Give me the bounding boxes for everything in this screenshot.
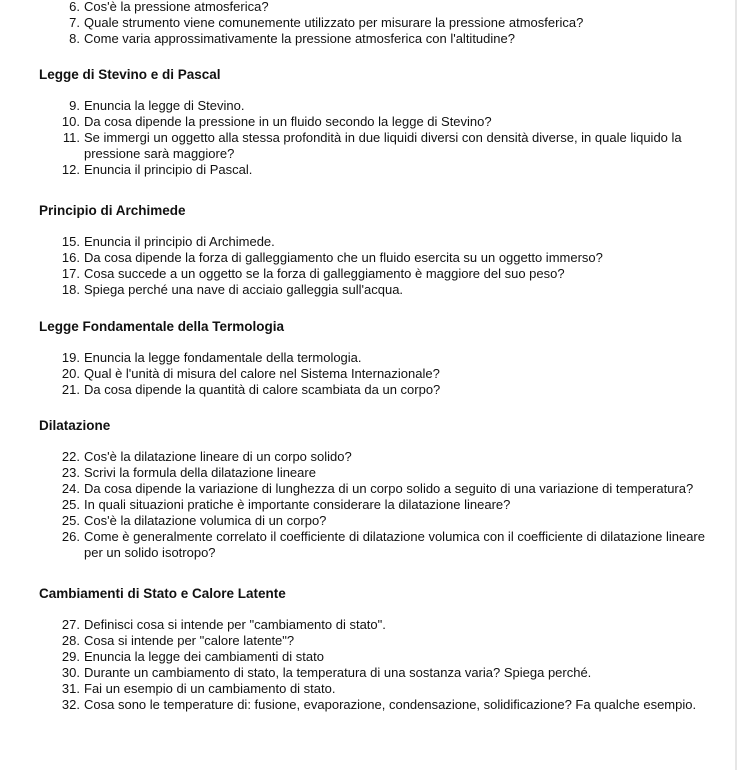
- question-number: 30.: [61, 665, 80, 680]
- question-text: Enuncia il principio di Archimede.: [84, 234, 275, 249]
- section-heading: Legge Fondamentale della Termologia: [39, 319, 285, 334]
- list-item: [0, 282, 737, 298]
- list-item: [0, 465, 737, 481]
- question-number: 16.: [61, 250, 80, 265]
- question-number: 8.: [69, 31, 80, 46]
- section-heading: Cambiamenti di Stato e Calore Latente: [39, 586, 286, 601]
- question-text: In quali situazioni pratiche è importante considerare la dilatazione lineare?: [84, 497, 511, 512]
- question-number: 26.: [61, 529, 80, 544]
- question-text: Quale strumento viene comunemente utilizzato per misurare la pressione atmosferica?: [84, 15, 584, 30]
- question-number: 10.: [61, 114, 80, 129]
- list-item: [0, 382, 737, 398]
- list-item: [0, 449, 737, 465]
- list-item: [0, 649, 737, 665]
- question-number: 20.: [61, 366, 80, 381]
- list-item: [0, 162, 737, 178]
- question-number: 22.: [61, 449, 80, 464]
- list-item: [0, 529, 737, 561]
- question-number: 11.: [62, 130, 80, 145]
- question-number: 29.: [61, 649, 80, 664]
- question-text: Cosa sono le temperature di: fusione, evaporazione, condensazione, solidificazione? Fa qualche esempio.: [84, 697, 697, 712]
- question-number: 23.: [61, 465, 80, 480]
- question-text: Da cosa dipende la pressione in un fluido secondo la legge di Stevino?: [84, 114, 492, 129]
- question-list: [0, 98, 737, 178]
- question-list: [0, 234, 737, 298]
- list-item: [0, 15, 737, 31]
- list-item: [0, 366, 737, 382]
- list-item: [0, 31, 737, 47]
- question-number: 19.: [61, 350, 80, 365]
- question-number: 32.: [61, 697, 80, 712]
- question-number: 28.: [61, 633, 80, 648]
- question-list: [0, 617, 737, 713]
- question-text: Enuncia la legge dei cambiamenti di stato: [84, 649, 324, 664]
- section-heading: Dilatazione: [39, 418, 111, 433]
- question-text: Scrivi la formula della dilatazione lineare: [84, 465, 316, 480]
- question-number: 18.: [61, 282, 80, 297]
- question-number: 12.: [61, 162, 80, 177]
- question-list: [0, 449, 737, 561]
- question-number: 9.: [69, 98, 80, 113]
- list-item: [0, 497, 737, 513]
- question-text: Come varia approssimativamente la pressione atmosferica con l'altitudine?: [84, 31, 515, 46]
- question-number: 15.: [61, 234, 80, 249]
- question-list: [0, 350, 737, 398]
- list-item: [0, 234, 737, 250]
- section-heading: Principio di Archimede: [39, 203, 186, 218]
- list-item: [0, 250, 737, 266]
- question-number: 25.: [61, 513, 80, 528]
- question-list: [0, 0, 737, 47]
- list-item: [0, 513, 737, 529]
- question-text: Durante un cambiamento di stato, la temperatura di una sostanza varia? Spiega perché.: [84, 665, 592, 680]
- question-text: Cosa si intende per "calore latente"?: [84, 633, 295, 648]
- question-text: Fai un esempio di un cambiamento di stato.: [84, 681, 336, 696]
- question-text: Da cosa dipende la forza di galleggiamento che un fluido esercita su un oggetto immerso?: [84, 250, 603, 265]
- question-text: Cos'è la dilatazione volumica di un corpo?: [84, 513, 327, 528]
- question-text: Da cosa dipende la variazione di lunghezza di un corpo solido a seguito di una variazione di temperatura?: [84, 481, 694, 496]
- list-item: [0, 665, 737, 681]
- question-text: Enuncia la legge fondamentale della termologia.: [84, 350, 362, 365]
- question-text: Cosa succede a un oggetto se la forza di galleggiamento è maggiore del suo peso?: [84, 266, 565, 281]
- question-number: 24.: [61, 481, 80, 496]
- question-number: 27.: [61, 617, 80, 632]
- question-text: Se immergi un oggetto alla stessa profondità in due liquidi diversi con densità diverse, in quale liquido la pressione sarà maggiore?: [84, 130, 682, 161]
- question-text: Cos'è la pressione atmosferica?: [84, 0, 269, 14]
- question-text: Spiega perché una nave di acciaio galleggia sull'acqua.: [84, 282, 404, 297]
- question-number: 25.: [61, 497, 80, 512]
- question-text: Come è generalmente correlato il coefficiente di dilatazione volumica con il coefficiente di dilatazione lineare per un solido isotropo?: [84, 529, 705, 560]
- list-item: [0, 350, 737, 366]
- list-item: [0, 114, 737, 130]
- list-item: [0, 266, 737, 282]
- question-text: Definisci cosa si intende per "cambiamento di stato".: [84, 617, 386, 632]
- question-text: Qual è l'unità di misura del calore nel Sistema Internazionale?: [84, 366, 440, 381]
- question-text: Enuncia il principio di Pascal.: [84, 162, 253, 177]
- list-item: [0, 633, 737, 649]
- question-number: 17.: [61, 266, 80, 281]
- list-item: [0, 481, 737, 497]
- question-number: 6.: [69, 0, 80, 14]
- question-number: 7.: [69, 15, 80, 30]
- question-text: Enuncia la legge di Stevino.: [84, 98, 245, 113]
- question-number: 31.: [61, 681, 80, 696]
- list-item: [0, 697, 737, 713]
- list-item: [0, 98, 737, 114]
- question-text: Da cosa dipende la quantità di calore scambiata da un corpo?: [84, 382, 441, 397]
- section-heading: Legge di Stevino e di Pascal: [39, 67, 221, 82]
- list-item: [0, 617, 737, 633]
- list-item: [0, 0, 737, 15]
- list-item: [0, 681, 737, 697]
- question-number: 21.: [61, 382, 80, 397]
- list-item: [0, 130, 737, 162]
- question-text: Cos'è la dilatazione lineare di un corpo solido?: [84, 449, 352, 464]
